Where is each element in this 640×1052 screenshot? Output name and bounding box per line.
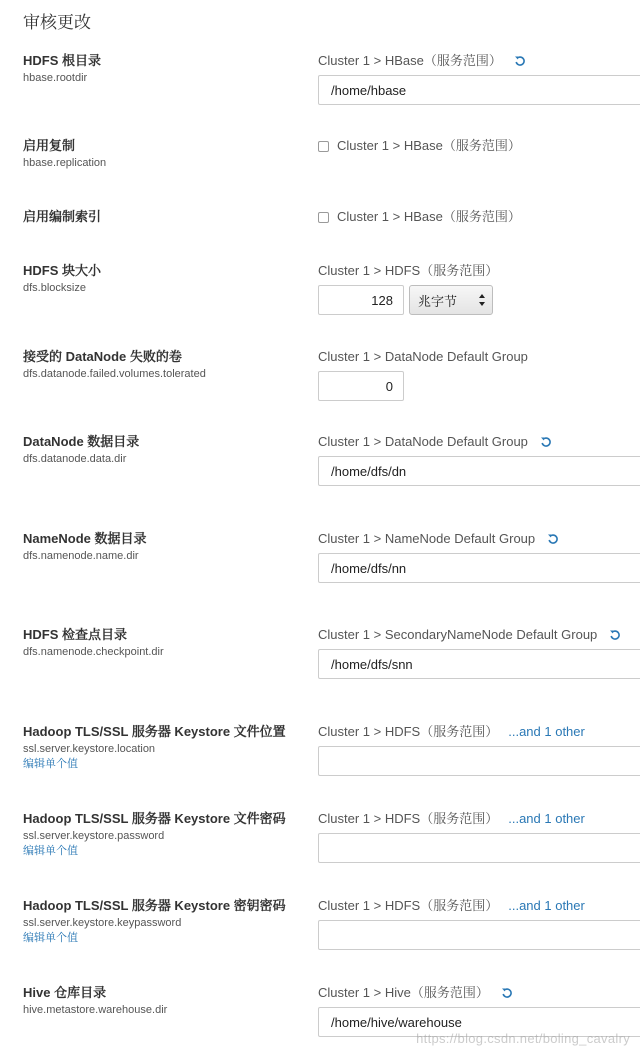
keystore-keypassword-input[interactable] (318, 920, 640, 950)
setting-label: 启用复制 (23, 138, 76, 153)
setting-key: ssl.server.keystore.keypassword (23, 917, 182, 929)
select-arrows-icon (478, 293, 486, 307)
failed-volumes-input[interactable] (318, 371, 404, 401)
setting-key: hive.metastore.warehouse.dir (23, 1004, 168, 1016)
hbase-rootdir-input[interactable] (318, 75, 640, 105)
scope-text: Cluster 1 > HDFS（服务范围） (318, 263, 499, 278)
setting-label: DataNode 数据目录 (23, 434, 140, 449)
setting-key: dfs.datanode.failed.volumes.tolerated (23, 368, 206, 380)
setting-label: Hadoop TLS/SSL 服务器 Keystore 文件密码 (23, 811, 286, 826)
setting-key: dfs.blocksize (23, 282, 86, 294)
checkpoint-dir-input[interactable] (318, 649, 640, 679)
undo-icon[interactable] (540, 436, 552, 448)
setting-label: HDFS 块大小 (23, 263, 102, 278)
setting-label: Hadoop TLS/SSL 服务器 Keystore 文件位置 (23, 724, 286, 739)
scope-text: Cluster 1 > Hive（服务范围） (318, 985, 489, 1000)
unit-select[interactable] (409, 285, 493, 315)
setting-label: HDFS 检查点目录 (23, 627, 128, 642)
edit-individual-value-link[interactable]: 编辑单个值 (23, 845, 78, 857)
scope-text: Cluster 1 > HDFS（服务范围） (318, 724, 499, 739)
scope-text: Cluster 1 > DataNode Default Group (318, 434, 528, 449)
page-title: 审核更改 (23, 13, 91, 32)
edit-individual-value-link[interactable]: 编辑单个值 (23, 932, 78, 944)
scope-text: Cluster 1 > HBase（服务范围） (318, 53, 502, 68)
setting-key: hbase.replication (23, 157, 107, 169)
replication-checkbox[interactable] (318, 141, 329, 152)
blocksize-input[interactable] (318, 285, 404, 315)
edit-individual-value-link[interactable]: 编辑单个值 (23, 758, 78, 770)
scope-text: Cluster 1 > NameNode Default Group (318, 531, 536, 546)
undo-icon[interactable] (501, 987, 513, 999)
unit-select-value: 兆字节 (418, 293, 458, 309)
scope-text: Cluster 1 > DataNode Default Group (318, 349, 528, 364)
namenode-name-dir-input[interactable] (318, 553, 640, 583)
and-others-link[interactable]: ...and 1 other (508, 898, 585, 913)
setting-label: Hadoop TLS/SSL 服务器 Keystore 密钥密码 (23, 898, 286, 913)
keystore-password-input[interactable] (318, 833, 640, 863)
setting-label: NameNode 数据目录 (23, 531, 147, 546)
setting-key: ssl.server.keystore.password (23, 830, 165, 842)
setting-label: HDFS 根目录 (23, 53, 102, 68)
setting-label: 启用编制索引 (23, 209, 102, 224)
and-others-link[interactable]: ...and 1 other (508, 724, 585, 739)
setting-key: hbase.rootdir (23, 72, 88, 84)
datanode-data-dir-input[interactable] (318, 456, 640, 486)
setting-key: dfs.namenode.checkpoint.dir (23, 646, 164, 658)
scope-text: Cluster 1 > SecondaryNameNode Default Group (318, 627, 598, 642)
setting-key: dfs.namenode.name.dir (23, 550, 139, 562)
setting-key: ssl.server.keystore.location (23, 743, 156, 755)
scope-text: Cluster 1 > HBase（服务范围） (337, 138, 521, 153)
scope-text: Cluster 1 > HBase（服务范围） (337, 209, 521, 224)
indexing-checkbox[interactable] (318, 212, 329, 223)
keystore-location-input[interactable] (318, 746, 640, 776)
undo-icon[interactable] (514, 55, 526, 67)
and-others-link[interactable]: ...and 1 other (508, 811, 585, 826)
watermark: https://blog.csdn.net/boling_cavalry (416, 1031, 630, 1046)
scope-text: Cluster 1 > HDFS（服务范围） (318, 811, 499, 826)
setting-label: 接受的 DataNode 失败的卷 (23, 349, 182, 364)
undo-icon[interactable] (547, 533, 559, 545)
undo-icon[interactable] (609, 629, 621, 641)
scope-text: Cluster 1 > HDFS（服务范围） (318, 898, 499, 913)
setting-key: dfs.datanode.data.dir (23, 453, 127, 465)
setting-label: Hive 仓库目录 (23, 985, 107, 1000)
